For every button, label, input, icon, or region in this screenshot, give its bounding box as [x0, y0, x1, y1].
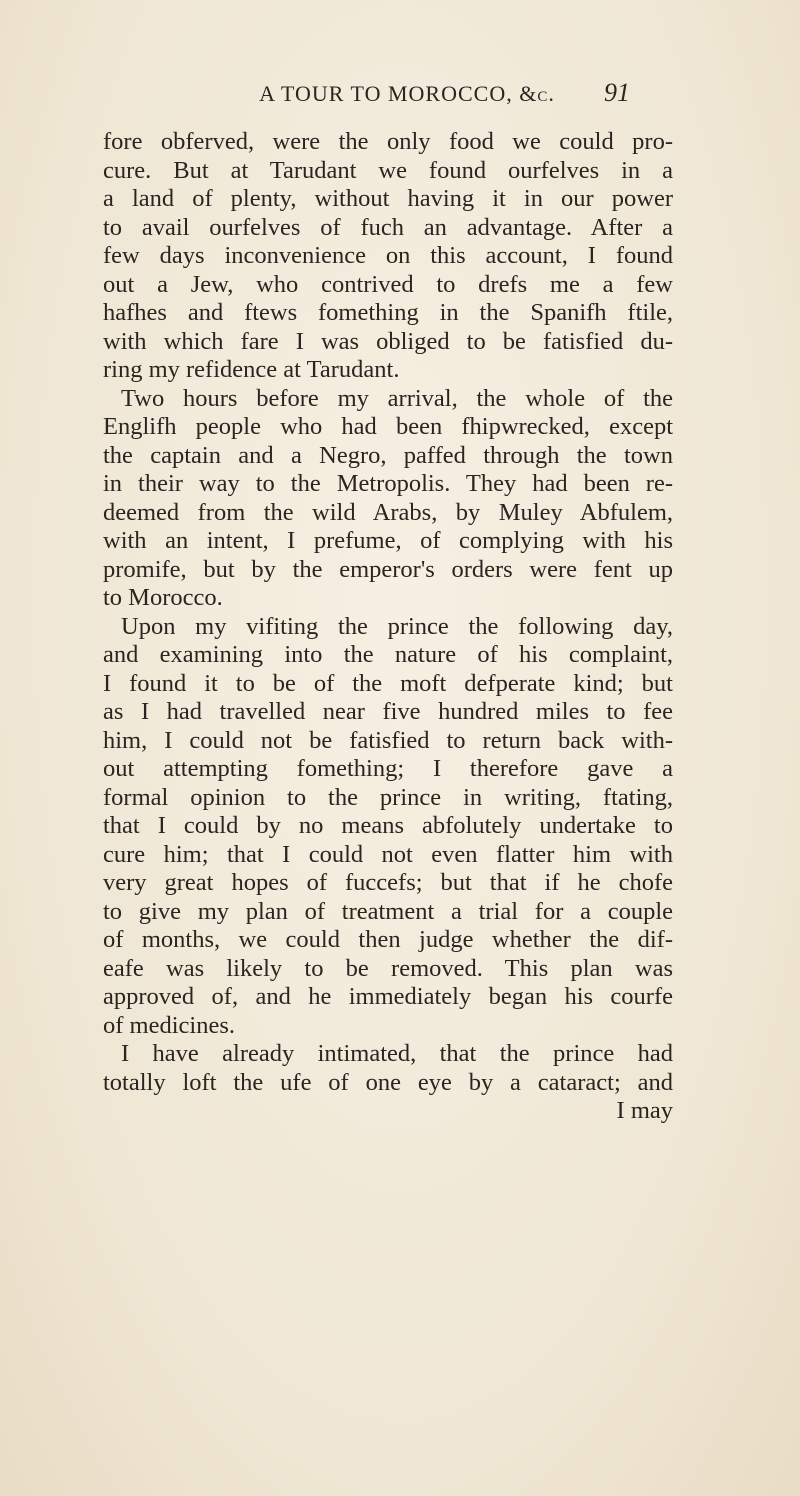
running-head: A TOUR TO MOROCCO, &c. — [259, 81, 555, 106]
text-line: cure him; that I could not even flatter him with — [103, 840, 673, 868]
text-line: that I could by no means abfolutely undertake to — [103, 812, 673, 839]
page-number: 91 — [603, 78, 630, 107]
text-line: Englifh people who had been fhipwrecked, except — [103, 413, 673, 440]
text-line: totally loft the ufe of one eye by a cataract; and — [103, 1068, 673, 1096]
text-line: ring my refidence at Tarudant. — [103, 356, 400, 383]
text-line: hafhes and ftews fomething in the Spanifh ftile, — [103, 299, 673, 326]
text-line: of months, we could then judge whether the dif- — [103, 926, 673, 953]
body-text — [103, 128, 673, 1126]
text-line: approved of, and he immediately began his courfe — [103, 983, 673, 1010]
text-line: out attempting fomething; I therefore gave a — [103, 755, 673, 782]
text-line: to give my plan of treatment a trial for a couple — [103, 897, 673, 925]
catchword: I may — [616, 1097, 673, 1124]
text-line: of medicines. — [103, 1011, 235, 1039]
text-line: to avail ourfelves of fuch an advantage. After a — [103, 213, 673, 241]
text-line: Two hours before my arrival, the whole of the — [121, 384, 673, 412]
text-line: Upon my vifiting the prince the following day, — [121, 612, 673, 640]
text-line: as I had travelled near five hundred miles to fee — [103, 698, 673, 725]
text-line: and examining into the nature of his complaint, — [103, 641, 673, 668]
text-line: with an intent, I prefume, of complying with his — [103, 527, 673, 554]
text-line: cure. But at Tarudant we found ourfelves in a — [103, 156, 673, 184]
text-line: very great hopes of fuccefs; but that if he chofe — [103, 869, 673, 896]
text-line: to Morocco. — [103, 584, 223, 611]
text-line: eafe was likely to be removed. This plan was — [103, 954, 673, 982]
text-line: fore obferved, were the only food we could pro- — [103, 128, 673, 155]
text-line: out a Jew, who contrived to drefs me a few — [103, 270, 673, 298]
text-line: the captain and a Negro, paffed through the town — [103, 441, 673, 469]
text-line: I have already intimated, that the prince had — [121, 1040, 673, 1067]
page-header — [170, 78, 630, 108]
text-line: few days inconvenience on this account, I found — [103, 242, 673, 269]
text-line: him, I could not be fatisfied to return back with- — [103, 726, 673, 754]
text-line: formal opinion to the prince in writing, ftating, — [103, 783, 673, 811]
text-line: a land of plenty, without having it in our power — [103, 185, 673, 212]
text-line: I found it to be of the moft defperate kind; but — [103, 669, 673, 697]
text-line: in their way to the Metropolis. They had been re- — [103, 470, 673, 497]
text-line: promife, but by the emperor's orders were fent up — [103, 555, 673, 583]
text-line: with which fare I was obliged to be fatisfied du- — [103, 327, 673, 355]
text-line: deemed from the wild Arabs, by Muley Abfulem, — [103, 498, 673, 526]
